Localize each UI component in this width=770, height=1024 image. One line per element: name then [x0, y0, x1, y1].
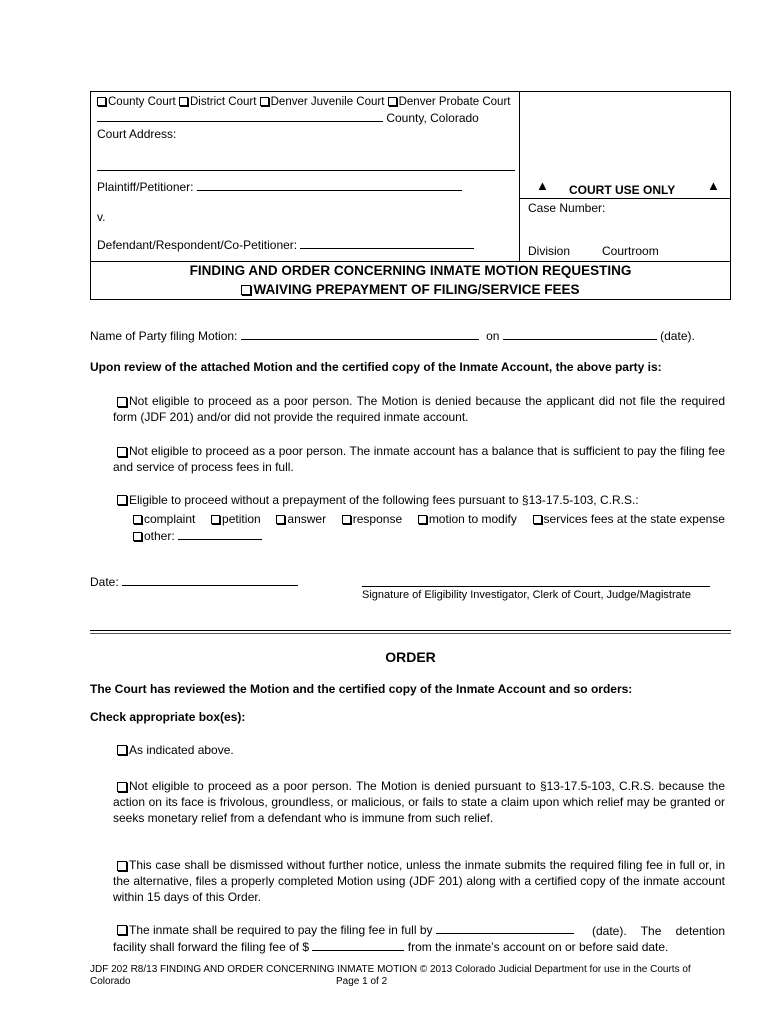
checkbox-icon [133, 515, 142, 524]
order-opt-c-text: This case shall be dismissed without further notice, unless the inmate submits the required filing fee in full or, in the alternative, files a properly completed Motion using (JDF 201) along with a certified copy of the inmate account within 15 days of this Order. [113, 858, 725, 904]
court-address-label: Court Address: [97, 127, 177, 141]
order-heading: ORDER [385, 649, 436, 665]
footer-colorado: Colorado [90, 976, 131, 987]
on-label: on [486, 329, 500, 343]
county-name-field[interactable] [97, 121, 383, 122]
signature-line[interactable] [362, 586, 710, 587]
check-boxes-label: Check appropriate box(es): [90, 710, 246, 724]
county-court-checkbox[interactable] [97, 97, 106, 106]
versus-label: v. [97, 210, 106, 224]
checkbox-icon [418, 515, 427, 524]
date-label: (date). [660, 329, 695, 343]
fee-other-field[interactable] [178, 539, 262, 540]
date-signature-row [90, 575, 298, 589]
district-court-checkbox[interactable] [179, 97, 188, 106]
order-opt-a-text: As indicated above. [129, 743, 234, 757]
option3-row [117, 493, 639, 507]
filing-date-field[interactable] [503, 339, 657, 340]
plaintiff-field[interactable] [197, 190, 462, 191]
fee-motion-to-modify[interactable] [418, 512, 517, 526]
denver-probate-court-checkbox[interactable] [388, 97, 397, 106]
option3-checkbox[interactable] [117, 495, 127, 505]
case-number-label: Case Number: [528, 201, 606, 215]
party-name-label: Name of Party filing Motion: [90, 329, 238, 343]
checkbox-icon [342, 515, 351, 524]
order-opt-d-part3: from the inmate’s account on or before said date. [407, 940, 669, 954]
checkbox-icon [211, 515, 220, 524]
fee-petition-label: petition [222, 512, 261, 526]
court-address-field[interactable] [97, 170, 515, 171]
defendant-row [97, 238, 474, 252]
checkbox-icon [533, 515, 542, 524]
county-court-label: County Court [108, 96, 176, 108]
form-title-line1: FINDING AND ORDER CONCERNING INMATE MOTION REQUESTING [189, 263, 632, 278]
fee-services[interactable] [533, 512, 725, 526]
order-opt-a-checkbox[interactable] [117, 745, 127, 755]
party-name-row [90, 329, 695, 343]
option3-text: Eligible to proceed without a prepayment of the following fees pursuant to §13-17.5-103, C.R.S.: [129, 493, 639, 507]
signature-date-field[interactable] [122, 585, 298, 586]
fee-answer[interactable] [276, 512, 326, 526]
division-label: Division [528, 244, 571, 258]
order-opt-d-part1: The inmate shall be required to pay the filing fee in full by [129, 923, 433, 937]
filing-fee-amount-field[interactable] [312, 950, 404, 951]
form-title-line2-text: WAIVING PREPAYMENT OF FILING/SERVICE FEES [253, 282, 580, 297]
court-use-rule [519, 198, 731, 199]
party-name-field[interactable] [241, 339, 479, 340]
fee-answer-label: answer [287, 512, 327, 526]
section-divider [90, 630, 731, 634]
signature-caption: Signature of Eligibility Investigator, Clerk of Court, Judge/Magistrate [362, 589, 691, 601]
fee-complaint-label: complaint [144, 512, 196, 526]
denver-probate-court-label: Denver Probate Court [398, 96, 511, 108]
fee-options-row [133, 512, 725, 526]
waiving-prepayment-checkbox[interactable] [241, 285, 251, 295]
fee-motion-to-modify-label: motion to modify [428, 512, 517, 526]
fee-complaint[interactable] [133, 512, 195, 526]
denver-juvenile-court-label: Denver Juvenile Court [270, 96, 385, 108]
county-label: County, Colorado [386, 111, 479, 125]
order-opt-b-text: Not eligible to proceed as a poor person. The Motion is denied pursuant to §13-17.5-103, C.R.S. because the action on its face is frivolous, groundless, or malicious, or fails to state a claim upon which relief may be granted or seeks monetary relief from a defendant who is immune from such relief. [113, 779, 725, 825]
option2-text: Not eligible to proceed as a poor person. The inmate account has a balance that is sufficient to pay the filing fee and service of process fees in full. [113, 444, 725, 474]
courtroom-label: Courtroom [602, 244, 659, 258]
fee-petition[interactable] [211, 512, 261, 526]
form-title-line2 [90, 282, 731, 297]
fee-other-row [133, 529, 262, 543]
fee-response-label: response [352, 512, 403, 526]
court-selection [97, 96, 510, 108]
footer-line1: JDF 202 R8/13 FINDING AND ORDER CONCERNING INMATE MOTION © 2013 Colorado Judicial Department for use in the Courts of [90, 964, 691, 975]
checkbox-icon [276, 515, 285, 524]
plaintiff-label: Plaintiff/Petitioner: [97, 180, 194, 194]
court-use-triangle-right-icon: ▲ [707, 178, 720, 193]
fee-other-label: other: [144, 529, 175, 543]
order-opt-d-part2: (date). The detention facility shall forward the filing fee of $ [113, 924, 725, 954]
caption-divider-horizontal [90, 261, 731, 262]
order-opt-a-row [117, 743, 234, 757]
order-intro: The Court has reviewed the Motion and the certified copy of the Inmate Account and so orders: [90, 682, 633, 696]
fee-services-label: services fees at the state expense [543, 512, 725, 526]
defendant-field[interactable] [300, 248, 474, 249]
defendant-label: Defendant/Respondent/Co-Petitioner: [97, 238, 298, 252]
review-statement: Upon review of the attached Motion and the certified copy of the Inmate Account, the above party is: [90, 360, 662, 374]
caption-divider-vertical [519, 91, 520, 261]
fee-response[interactable] [342, 512, 402, 526]
court-use-triangle-left-icon: ▲ [536, 178, 549, 193]
footer-page-number: Page 1 of 2 [336, 976, 388, 987]
denver-juvenile-court-checkbox[interactable] [260, 97, 269, 106]
order-opt-d-continued [113, 923, 725, 955]
option1-text: Not eligible to proceed as a poor person. The Motion is denied because the applicant did not file the required form (JDF 201) and/or did not provide the required inmate account. [113, 394, 725, 424]
fee-other-checkbox[interactable] [133, 532, 142, 541]
court-use-only-label: COURT USE ONLY [569, 183, 676, 197]
district-court-label: District Court [189, 96, 257, 108]
signature-date-label: Date: [90, 575, 119, 589]
county-line [97, 111, 479, 125]
plaintiff-row [97, 180, 462, 194]
